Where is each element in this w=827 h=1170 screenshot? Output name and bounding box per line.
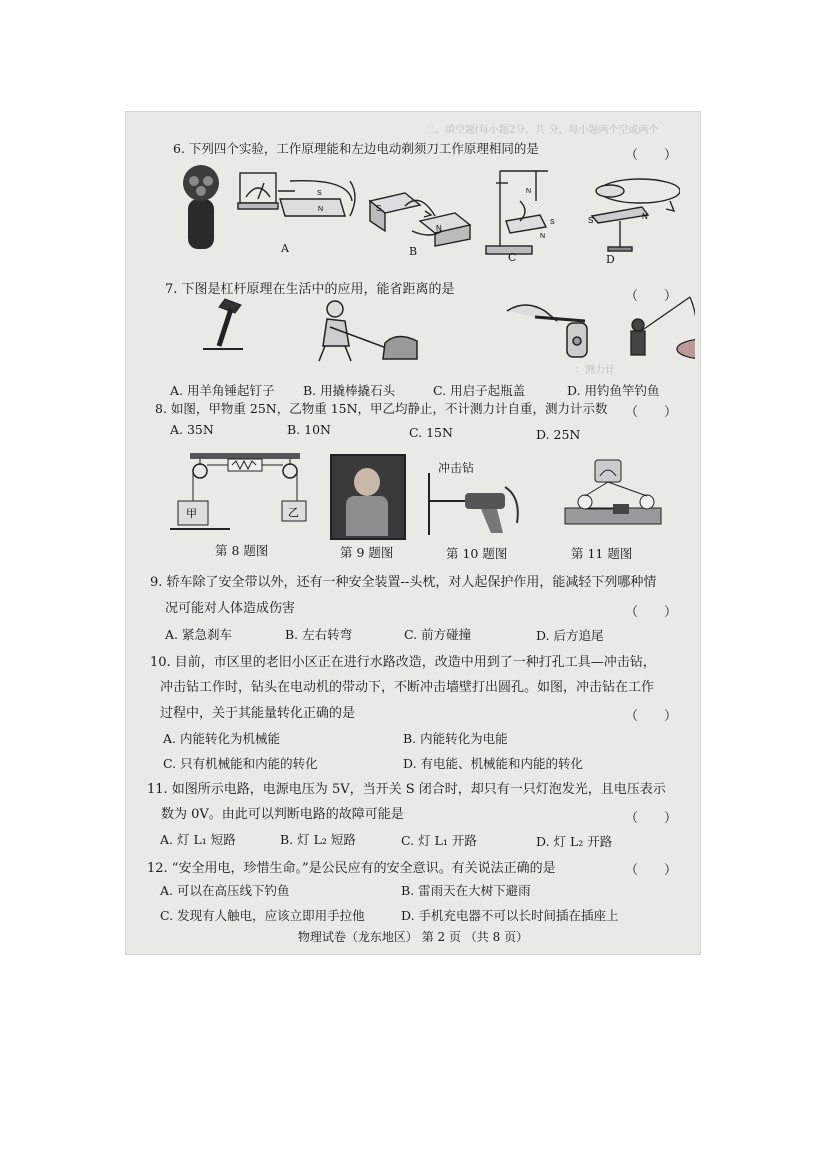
figure-a-apparatus — [238, 173, 355, 216]
question-8-answer-paren: （ ） — [625, 405, 678, 420]
question-8-option-a: A. 35N — [170, 422, 214, 437]
question-7-option-b: B. 用撬棒撬石头 — [303, 383, 396, 398]
figure-c-apparatus — [486, 171, 548, 254]
pole-label: N — [642, 212, 648, 221]
driver-figure — [354, 468, 380, 496]
question-12-option-b: B. 雷雨天在大树下避雨 — [401, 883, 531, 898]
pole-label: S — [376, 204, 382, 213]
impact-drill-figure — [425, 473, 525, 535]
electric-shaver-image — [183, 165, 219, 249]
question-7-option-d: D. 用钓鱼竿钓鱼 — [567, 383, 660, 398]
bleed-through-text: 二、填空题(每小题2分，共 分，每小题两个空或两个 — [425, 125, 659, 136]
question-10-option-d: D. 有电能、机械能和内能的转化 — [403, 756, 584, 771]
question-11-option-b: B. 灯 L₂ 短路 — [280, 832, 356, 847]
fishing-rod-image — [631, 297, 695, 359]
question-11-line-1: 11. 如图所示电路，电源电压为 5V，当开关 S 闭合时，却只有一只灯泡发光，且电压表示 — [147, 782, 666, 797]
question-7-option-c: C. 用启子起瓶盖 — [433, 383, 526, 398]
question-7-option-a: A. 用羊角锤起钉子 — [170, 383, 275, 398]
question-10-line-1: 10. 目前，市区里的老旧小区正在进行水路改造，改造中用到了一种打孔工具—冲击钻， — [150, 655, 656, 670]
pole-label: S — [588, 216, 594, 225]
crowbar-worker-image — [319, 301, 417, 361]
question-11-option-a: A. 灯 L₁ 短路 — [160, 832, 236, 847]
question-9-option-a: A. 紧急刹车 — [165, 627, 232, 642]
bottle-opener-image — [507, 305, 587, 357]
question-9-option-d: D. 后方追尾 — [536, 628, 604, 643]
figure-label-a: A — [281, 242, 289, 255]
question-11-answer-paren: （ ） — [625, 811, 678, 826]
figure-10-caption: 第 10 题图 — [446, 546, 508, 561]
pole-label: N — [540, 233, 546, 240]
figure-label-c: C — [508, 251, 517, 264]
figure-11-caption: 第 11 题图 — [571, 546, 633, 561]
question-9-option-c: C. 前方碰撞 — [404, 627, 472, 642]
question-9-line-2: 况可能对人体造成伤害 — [165, 601, 296, 616]
question-11-circuit-figure — [555, 456, 665, 536]
question-9-option-b: B. 左右转弯 — [285, 627, 353, 642]
figure-8-caption: 第 8 题图 — [215, 543, 269, 558]
impact-drill-label: 冲击钻 — [438, 461, 475, 475]
question-7-text: 7. 下图是杠杆原理在生活中的应用，能省距离的是 — [165, 282, 455, 297]
claw-hammer-image — [203, 299, 243, 349]
question-10-answer-paren: （ ） — [625, 709, 678, 724]
question-10-line-3: 过程中，关于其能量转化正确的是 — [160, 706, 356, 721]
figure-9-caption: 第 9 题图 — [340, 545, 394, 560]
question-7-answer-paren: （ ） — [625, 289, 678, 304]
question-8-text: 8. 如图，甲物重 25N，乙物重 15N，甲乙均静止，不计测力计自重，测力计示数 — [155, 401, 608, 416]
weight-jia-label: 甲 — [186, 507, 197, 520]
figure-label-d: D — [606, 253, 615, 266]
question-11-option-d: D. 灯 L₂ 开路 — [536, 834, 613, 849]
question-12-option-a: A. 可以在高压线下钓鱼 — [160, 883, 290, 898]
question-10-option-a: A. 内能转化为机械能 — [163, 731, 280, 746]
car-headrest-photo — [330, 454, 406, 540]
question-10-option-c: C. 只有机械能和内能的转化 — [163, 756, 318, 771]
figure-d-apparatus — [592, 179, 680, 251]
question-12-option-d: D. 手机充电器不可以长时间插在插座上 — [401, 908, 619, 923]
question-10-option-b: B. 内能转化为电能 — [403, 731, 508, 746]
question-6-answer-paren: （ ） — [625, 148, 678, 163]
question-11-line-2: 数为 0V。由此可以判断电路的故障可能是 — [161, 807, 404, 822]
question-9-answer-paren: （ ） — [625, 605, 678, 620]
figure-b-apparatus — [370, 193, 470, 246]
question-10-line-2: 冲击钻工作时，钻头在电动机的带动下，不断冲击墙壁打出圆孔。如图，冲击钻在工作 — [160, 680, 655, 695]
exam-page — [125, 111, 701, 955]
weight-yi-label: 乙 — [288, 506, 299, 519]
question-8-pulley-figure — [170, 451, 310, 541]
question-11-option-c: C. 灯 L₁ 开路 — [401, 833, 477, 848]
question-12-option-c: C. 发现有人触电，应该立即用手拉他 — [160, 908, 365, 923]
question-8-option-b: B. 10N — [287, 422, 331, 437]
question-9-line-1: 9. 轿车除了安全带以外，还有一种安全装置--头枕，对人起保护作用，能减轻下列哪种情 — [150, 575, 657, 590]
question-6-text: 6. 下列四个实验，工作原理能和左边电动剃须刀工作原理相同的是 — [173, 141, 539, 156]
question-12-answer-paren: （ ） — [625, 863, 678, 878]
figure-label-b: B — [409, 245, 418, 258]
driver-body — [346, 496, 388, 536]
question-8-option-c: C. 15N — [409, 425, 453, 440]
bleed-through-text: ：测力计 — [575, 365, 615, 376]
pole-label: S — [550, 219, 555, 226]
pole-label: N — [436, 224, 442, 233]
question-6-figures — [180, 161, 680, 271]
question-8-option-d: D. 25N — [536, 427, 581, 442]
question-7-figures — [185, 291, 695, 366]
pole-label: N — [318, 206, 324, 213]
pole-label: S — [317, 190, 322, 197]
pole-label: N — [526, 188, 532, 195]
page-footer: 物理试卷（龙东地区） 第 2 页 （共 8 页） — [297, 930, 529, 944]
question-12-line-1: 12. “安全用电，珍惜生命。”是公民应有的安全意识。有关说法正确的是 — [147, 861, 556, 876]
